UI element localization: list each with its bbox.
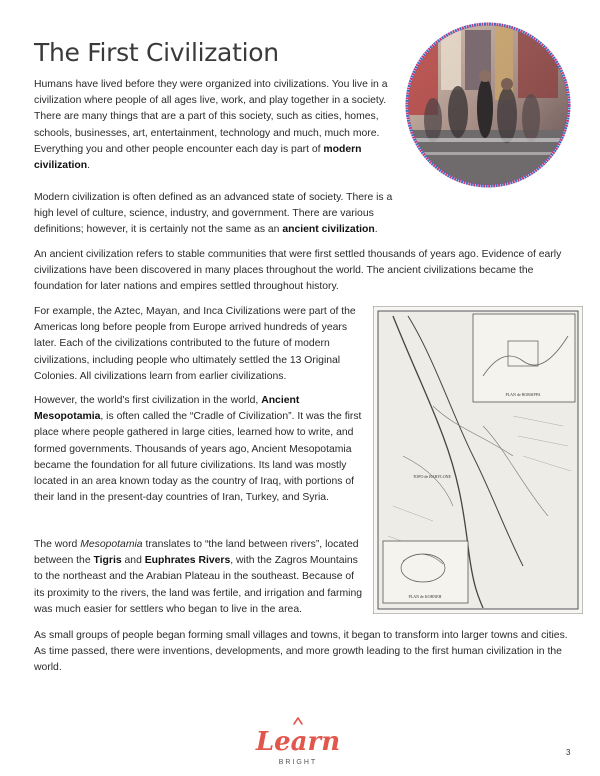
paragraph-modern-civilization [34, 77, 400, 174]
paragraph-ancient-civilization [34, 247, 569, 296]
paragraph-text: , is often called the “Cradle of Civilization”. It was the first place where people gathered in large cities, learned how to write, and formed governments. Thousands of years ago, Ancient Mesopotamia became the foundation for all future civilizations. Its land was mostly located in an area known today as the country of Iraq, with portions of their land in the present-day countries of Iran, Turkey, and Syria. [34, 411, 362, 504]
page-title: The First Civilization [34, 38, 279, 67]
bold-term: ancient civilization [282, 224, 375, 236]
paragraph-modern-definition [34, 190, 400, 239]
paragraph-text: Modern civilization is often defined as an advanced state of society. There is a high level of culture, science, industry, and government. There are various definitions; however, it is certainly not the same as an [34, 192, 393, 236]
paragraph-text: , with the Zagros Mountains to the northeast and the Arabian Plateau in the southeast. Because of its proximity to the rivers, the land was fertile, and irrigation and farming was much easier for settlers who began to live in the area. [34, 555, 363, 615]
bold-term: modern civilization [34, 143, 362, 172]
learn-bright-logo [246, 716, 350, 768]
paragraph-text: . [87, 160, 91, 172]
paragraph-text: The word [34, 539, 81, 550]
paragraph-text: translates to “the land between rivers”, located between the [34, 539, 359, 567]
paragraph-mesopotamia [34, 393, 366, 506]
bold-term: Tigris [93, 555, 122, 567]
map-label-babylone: TOPO de BABYLONE [413, 474, 451, 479]
italic-term: Mesopotamia [80, 539, 143, 550]
paragraph-text: . [374, 224, 378, 236]
map-label-borsippa: PLAN de BORSIPPA [505, 392, 541, 397]
logo-subword: BRIGHT [278, 759, 318, 766]
logo-word: Learn [255, 727, 341, 757]
page-number: 3 [566, 748, 571, 757]
mesopotamia-map-image [373, 306, 583, 614]
map-label-korneh: PLAN de KORNEH [408, 594, 442, 599]
bold-term: Euphrates Rivers [144, 555, 231, 567]
bold-term: Ancient Mesopotamia [34, 395, 300, 423]
paragraph-text: However, the world's first civilization in the world, [34, 395, 262, 406]
city-crowd-photo [403, 20, 573, 190]
paragraph-rivers [34, 537, 366, 618]
paragraph-text: As small groups of people began forming small villages and towns, it began to transform into larger towns and cities. As time passed, there were inventions, developments, and more growth leading to the first human civilization in the world. [34, 630, 568, 674]
paragraph-americas [34, 304, 366, 385]
paragraph-text: Humans have lived before they were organized into civilizations. You live in a civilization where people of all ages live, work, and play together in a society. There are many things that are a part of this society, such as cities, homes, schools, businesses, art, entertainment, technology and much, much more. Everything you and other people encounter each day is part of [34, 79, 388, 155]
paragraph-growth [34, 628, 569, 677]
paragraph-text: and [121, 555, 145, 567]
paragraph-text: For example, the Aztec, Mayan, and Inca Civilizations were part of the Americas long before people from Europe arrived hundreds of years later. Each of the civilizations contributed to the future of modern civilizations, including people who ultimately settled the 13 Original Colonies. All civilizations learn from earlier civilizations. [34, 306, 356, 382]
paragraph-text: An ancient civilization refers to stable communities that were first settled thousands of years ago. Evidence of early civilizations have been discovered in many places throughout the world. The ancient civilizations became the foundation for later nations and empires settled throughout history. [34, 249, 562, 293]
